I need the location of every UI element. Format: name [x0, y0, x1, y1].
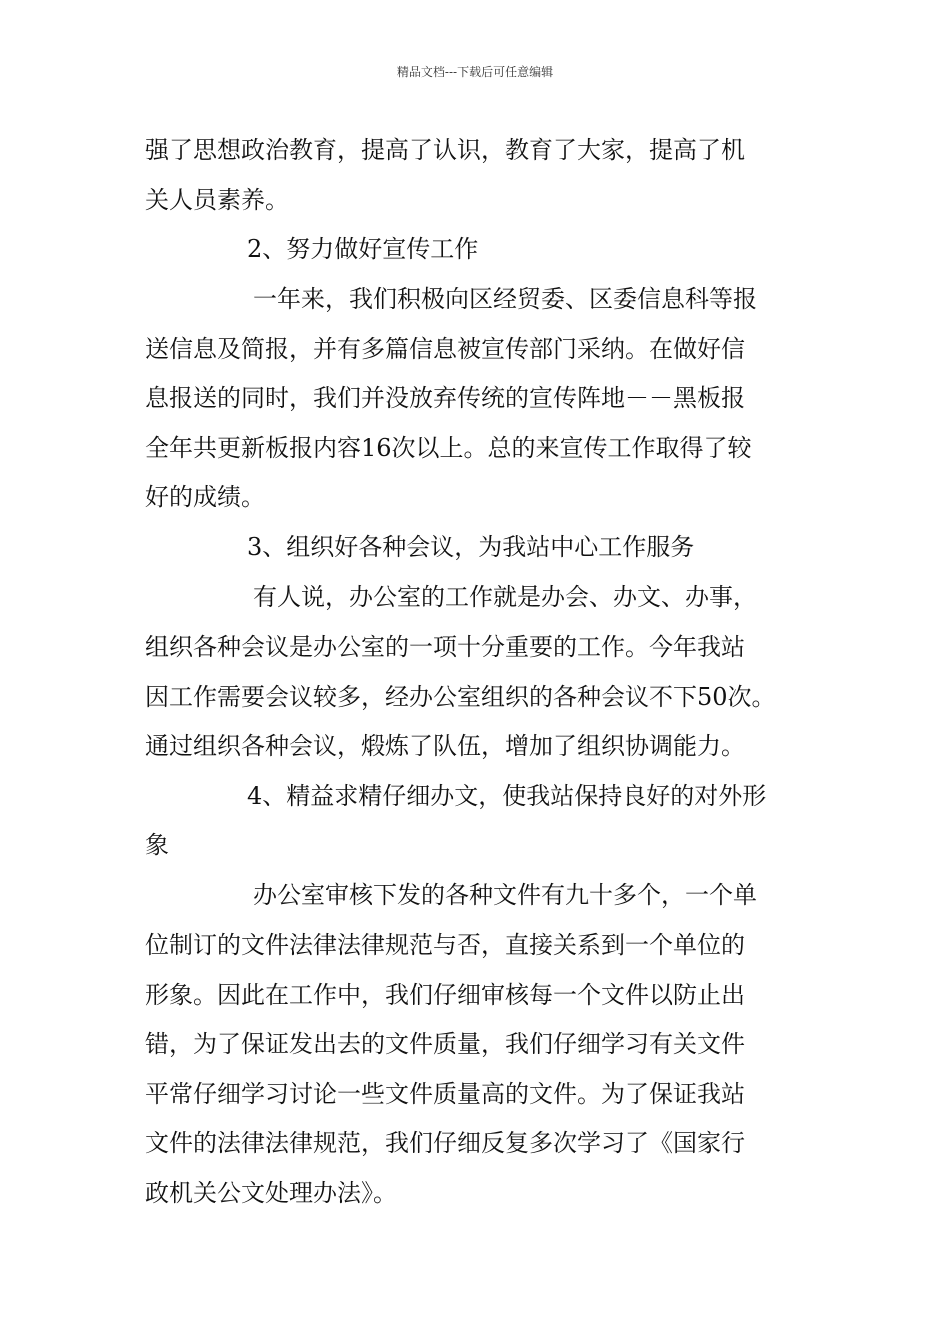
page-header: 精品文档---下载后可任意编辑 — [396, 65, 554, 79]
text-line: 文件的法律法律规范，我们仔细反复多次学习了《国家行 — [145, 1129, 745, 1157]
text-line: 有人说，办公室的工作就是办会、办文、办事， — [253, 583, 757, 611]
section-heading: 4、精益求精仔细办文，使我站保持良好的对外形 — [247, 782, 767, 810]
text-line: 好的成绩。 — [145, 483, 265, 511]
text-line: 送信息及简报，并有多篇信息被宣传部门采纳。在做好信 — [145, 335, 745, 363]
text-line: 关人员素养。 — [145, 186, 289, 214]
text-line: 错，为了保证发出去的文件质量，我们仔细学习有关文件 — [145, 1030, 745, 1058]
section-heading-continuation: 象 — [145, 831, 169, 859]
text-line: 平常仔细学习讨论一些文件质量高的文件。为了保证我站 — [145, 1080, 745, 1108]
text-line: 通过组织各种会议，煅炼了队伍，增加了组织协调能力。 — [145, 732, 745, 760]
text-line: 息报送的同时，我们并没放弃传统的宣传阵地－－黑板报 — [145, 384, 745, 412]
text-line: 政机关公文处理办法》。 — [145, 1179, 397, 1207]
text-line: 一年来，我们积极向区经贸委、区委信息科等报 — [253, 285, 757, 313]
section-heading: 3、组织好各种会议，为我站中心工作服务 — [247, 533, 695, 561]
text-line: 组织各种会议是办公室的一项十分重要的工作。今年我站 — [145, 633, 745, 661]
text-line: 强了思想政治教育，提高了认识，教育了大家，提高了机 — [145, 136, 745, 164]
text-line: 因工作需要会议较多，经办公室组织的各种会议不下50次。 — [145, 683, 776, 711]
text-line: 全年共更新板报内容16次以上。总的来宣传工作取得了较 — [145, 434, 752, 462]
text-line: 位制订的文件法律法律规范与否，直接关系到一个单位的 — [145, 931, 745, 959]
section-heading: 2、努力做好宣传工作 — [247, 235, 479, 263]
text-line: 形象。因此在工作中，我们仔细审核每一个文件以防止出 — [145, 981, 745, 1009]
text-line: 办公室审核下发的各种文件有九十多个，一个单 — [253, 881, 757, 909]
